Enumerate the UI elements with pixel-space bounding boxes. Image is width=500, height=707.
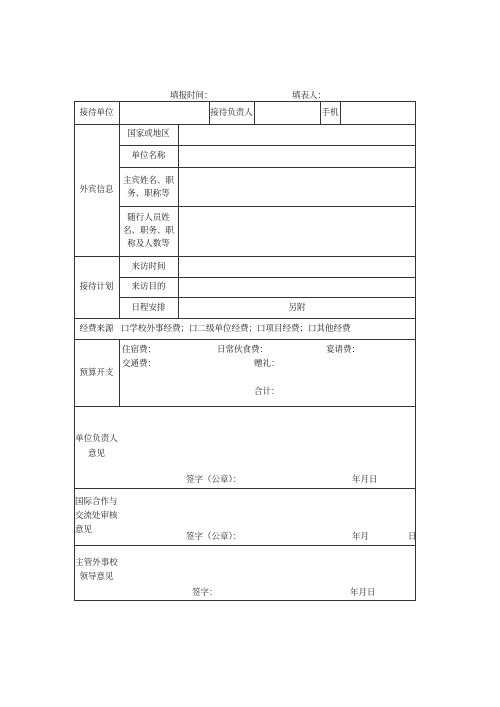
funding-label: 经费来源 (79, 324, 114, 334)
leader-sign-label: 签字： (192, 588, 218, 598)
fill-time-label: 填报时间： (170, 91, 213, 101)
companions-label-line-3: 称及人数等 (127, 239, 170, 249)
rule-org (119, 167, 416, 168)
rule-plan-section (74, 318, 416, 319)
intl-office-label-line-3: 意见 (75, 525, 93, 535)
meals-label: 日常伙食费： (217, 345, 269, 355)
main-guest-label-line-2: 务、职称等 (127, 189, 170, 199)
country-label: 国家或地区 (127, 129, 170, 139)
rule-row-1 (74, 124, 416, 125)
rule-unit-head (74, 488, 416, 489)
rule-intl-office (74, 545, 416, 546)
intl-office-date-day-label: 日 (408, 532, 417, 542)
intl-office-label-line-1: 国际合作与 (75, 497, 118, 507)
transport-label: 交通费： (122, 359, 157, 369)
intl-office-label-line-2: 交流处审核 (75, 511, 118, 521)
lodging-label: 住宿费： (122, 345, 157, 355)
unit-head-label-line-2: 意见 (87, 449, 105, 459)
plan-label: 接待计划 (79, 282, 114, 292)
intl-office-date-month-label: 年月 (352, 532, 370, 542)
funding-options: 口学校外事经费；口二级单位经费；口项目经费；口其他经费 (121, 324, 351, 334)
companions-label-line-1: 随行人员姓 (127, 213, 170, 223)
leader-date-label: 年月日 (350, 588, 376, 598)
rule-main-guest (119, 206, 416, 207)
gifts-label: 赠礼： (254, 359, 280, 369)
rule-funding (74, 339, 416, 340)
rule-visit-time (119, 277, 416, 278)
phone-label: 手机 (321, 108, 339, 118)
rule-guest-section (74, 256, 416, 257)
rule-bottom (74, 600, 416, 601)
visit-purpose-label: 来访目的 (131, 282, 166, 292)
schedule-value: 另附 (288, 303, 306, 313)
main-guest-label-line-1: 主宾姓名、职 (122, 176, 174, 186)
filler-label: 填表人： (292, 91, 327, 101)
companions-label-line-2: 名、职务、职 (122, 226, 174, 236)
unit-head-sign-label: 签字（公章）： (186, 475, 242, 485)
reception-unit-label: 接待单位 (79, 108, 114, 118)
unit-head-date-label: 年月日 (352, 475, 378, 485)
rule-person-value (254, 101, 255, 124)
budget-label: 预算开支 (79, 368, 114, 378)
rule-phone-value (340, 101, 341, 124)
rule-right (415, 101, 416, 601)
rule-budget (74, 406, 416, 407)
visit-time-label: 来访时间 (131, 262, 166, 272)
reception-form-table (74, 101, 416, 601)
rule-top (74, 101, 416, 102)
org-name-label: 单位名称 (131, 151, 166, 161)
schedule-label: 日程安排 (131, 303, 166, 313)
rule-label-col-lower (119, 339, 120, 406)
guest-info-label: 外宾信息 (79, 185, 114, 195)
banquet-label: 宴请费： (326, 345, 361, 355)
reception-person-label: 接待负责人 (210, 108, 253, 118)
intl-office-sign-label: 签字（公章）： (186, 532, 242, 542)
unit-head-label-line-1: 单位负责人 (75, 434, 118, 444)
leader-label-line-1: 主管外事校 (75, 558, 118, 568)
total-label: 合计： (254, 387, 280, 397)
rule-sublabel-col (178, 124, 179, 318)
rule-visit-purpose (119, 297, 416, 298)
rule-country (119, 145, 416, 146)
leader-label-line-2: 领导意见 (79, 572, 114, 582)
